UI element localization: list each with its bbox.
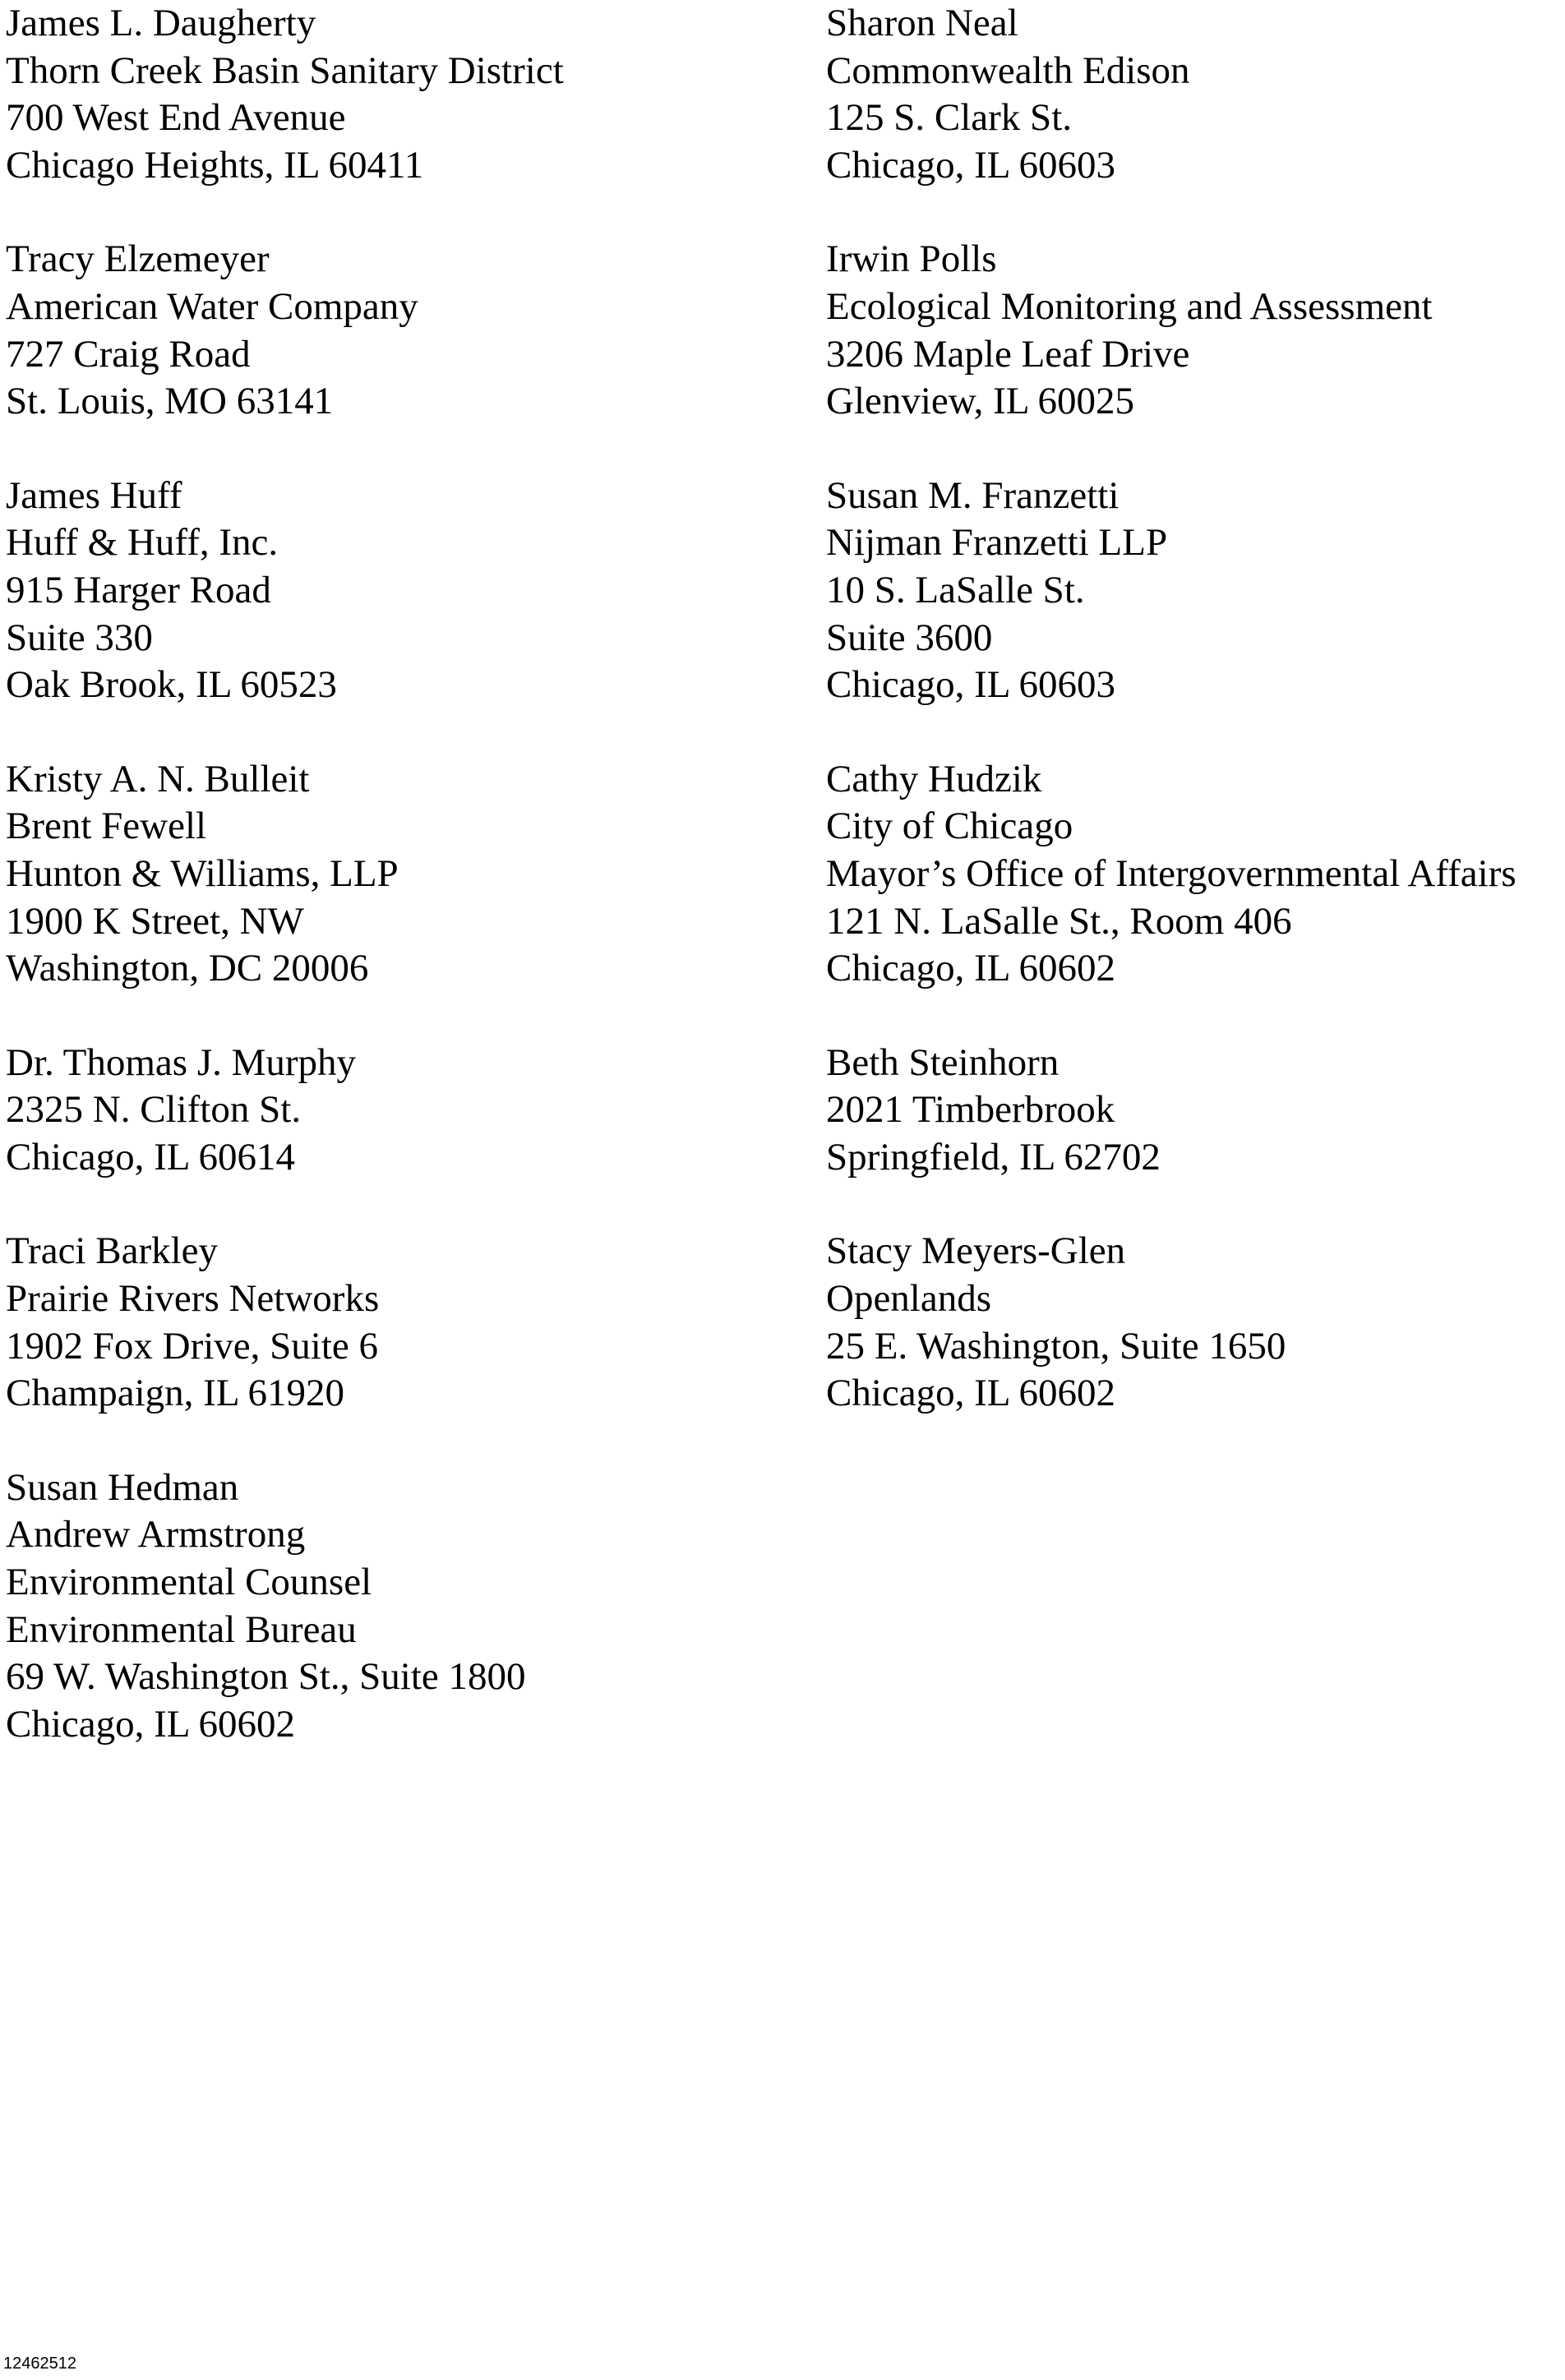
address-line: Champaign, IL 61920 — [6, 1372, 345, 1415]
contact-name: Dr. Thomas J. Murphy — [6, 1040, 357, 1084]
address-line: City of Chicago — [826, 805, 1073, 848]
address-block — [6, 236, 778, 425]
address-line: Brent Fewell — [6, 805, 207, 848]
contact-name: Beth Steinhorn — [826, 1040, 1059, 1084]
address-line: Thorn Creek Basin Sanitary District — [6, 48, 564, 92]
address-column-right — [826, 0, 1565, 1464]
address-column-left — [6, 0, 778, 1795]
address-block — [6, 1228, 778, 1417]
address-line: American Water Company — [6, 284, 418, 328]
address-line: Mayor’s Office of Intergovernmental Affairs — [826, 851, 1517, 895]
contact-name: James L. Daugherty — [6, 2, 316, 44]
address-line: Chicago Heights, IL 60411 — [6, 143, 424, 187]
address-block — [6, 1040, 778, 1182]
address-line: Prairie Rivers Networks — [6, 1277, 380, 1321]
contact-name: Tracy Elzemeyer — [6, 238, 270, 281]
address-line: 125 S. Clark St. — [826, 96, 1073, 140]
address-block — [6, 0, 778, 189]
address-line: Springfield, IL 62702 — [826, 1135, 1161, 1178]
address-line: 121 N. LaSalle St., Room 406 — [826, 899, 1292, 943]
contact-name: Cathy Hudzik — [826, 757, 1042, 800]
address-line: 69 W. Washington St., Suite 1800 — [6, 1655, 526, 1699]
address-line: Glenview, IL 60025 — [826, 380, 1135, 423]
contact-name: Susan M. Franzetti — [826, 473, 1120, 517]
address-block — [6, 756, 778, 993]
address-line: Oak Brook, IL 60523 — [6, 663, 337, 707]
document-number: 12462512 — [3, 2355, 76, 2373]
address-block — [826, 0, 1565, 189]
address-line: Suite 330 — [6, 616, 153, 659]
address-block — [826, 1228, 1565, 1417]
contact-name: James Huff — [6, 473, 182, 517]
address-block — [826, 236, 1565, 425]
address-line: Environmental Counsel — [6, 1561, 372, 1604]
address-line: 700 West End Avenue — [6, 96, 346, 140]
address-line: Chicago, IL 60614 — [6, 1135, 295, 1178]
address-block — [826, 756, 1565, 993]
address-line: 727 Craig Road — [6, 332, 251, 376]
address-line: 25 E. Washington, Suite 1650 — [826, 1324, 1286, 1368]
address-line: Nijman Franzetti LLP — [826, 521, 1168, 565]
address-line: Huff & Huff, Inc. — [6, 521, 279, 565]
contact-name: Sharon Neal — [826, 2, 1018, 44]
address-line: Chicago, IL 60602 — [826, 947, 1115, 990]
address-block — [6, 473, 778, 709]
address-line: 2325 N. Clifton St. — [6, 1088, 302, 1132]
address-line: Chicago, IL 60603 — [826, 143, 1115, 187]
address-line: St. Louis, MO 63141 — [6, 380, 334, 423]
address-line: Andrew Armstrong — [6, 1513, 306, 1557]
address-line: 915 Harger Road — [6, 568, 271, 611]
address-line: Ecological Monitoring and Assessment — [826, 284, 1433, 328]
contact-name: Traci Barkley — [6, 1229, 219, 1273]
address-line: Hunton & Williams, LLP — [6, 851, 399, 895]
contact-name: Kristy A. N. Bulleit — [6, 757, 310, 800]
address-line: Chicago, IL 60603 — [826, 663, 1115, 707]
address-line: 10 S. LaSalle St. — [826, 568, 1085, 611]
address-line: Openlands — [826, 1277, 992, 1321]
address-line: Washington, DC 20006 — [6, 947, 369, 990]
address-line: Chicago, IL 60602 — [826, 1372, 1115, 1415]
contact-name: Irwin Polls — [826, 238, 997, 281]
contact-name: Susan Hedman — [6, 1465, 239, 1509]
address-block — [826, 1040, 1565, 1182]
address-line: 1902 Fox Drive, Suite 6 — [6, 1324, 379, 1368]
address-line: 3206 Maple Leaf Drive — [826, 332, 1190, 376]
contact-name: Stacy Meyers-Glen — [826, 1229, 1126, 1273]
address-line: 1900 K Street, NW — [6, 899, 304, 943]
address-line: Chicago, IL 60602 — [6, 1702, 295, 1746]
address-line: Environmental Bureau — [6, 1607, 357, 1651]
address-block — [6, 1464, 778, 1749]
address-block — [826, 473, 1565, 709]
address-line: Suite 3600 — [826, 616, 993, 659]
address-line: Commonwealth Edison — [826, 48, 1190, 92]
address-line: 2021 Timberbrook — [826, 1088, 1115, 1132]
